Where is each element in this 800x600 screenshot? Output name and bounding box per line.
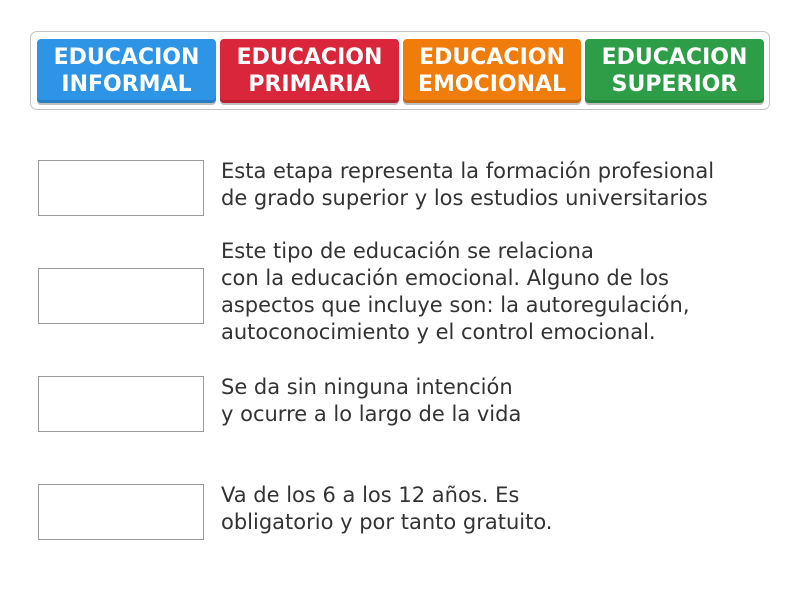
- tile-educacion-superior[interactable]: EDUCACION SUPERIOR: [585, 39, 764, 103]
- tile-educacion-emocional[interactable]: EDUCACION EMOCIONAL: [403, 39, 581, 103]
- answer-tile-bank: [30, 31, 770, 110]
- tile-educacion-informal[interactable]: EDUCACION INFORMAL: [37, 39, 216, 103]
- drop-slot-3[interactable]: [38, 376, 204, 432]
- drop-slot-4[interactable]: [38, 484, 204, 540]
- drop-slot-2[interactable]: [38, 268, 204, 324]
- description-3: Se da sin ninguna intención y ocurre a lo largo de la vida: [221, 375, 522, 426]
- drop-slot-1[interactable]: [38, 160, 204, 216]
- tile-educacion-primaria[interactable]: EDUCACION PRIMARIA: [220, 39, 399, 103]
- description-1: Esta etapa representa la formación profesional de grado superior y los estudios universitarios: [221, 159, 715, 210]
- description-2: Este tipo de educación se relaciona con la educación emocional. Alguno de los aspectos que incluye son: la autoregulación, autoconocimiento y el control emocional.: [221, 239, 690, 344]
- description-4: Va de los 6 a los 12 años. Es obligatorio y por tanto gratuito.: [221, 483, 553, 534]
